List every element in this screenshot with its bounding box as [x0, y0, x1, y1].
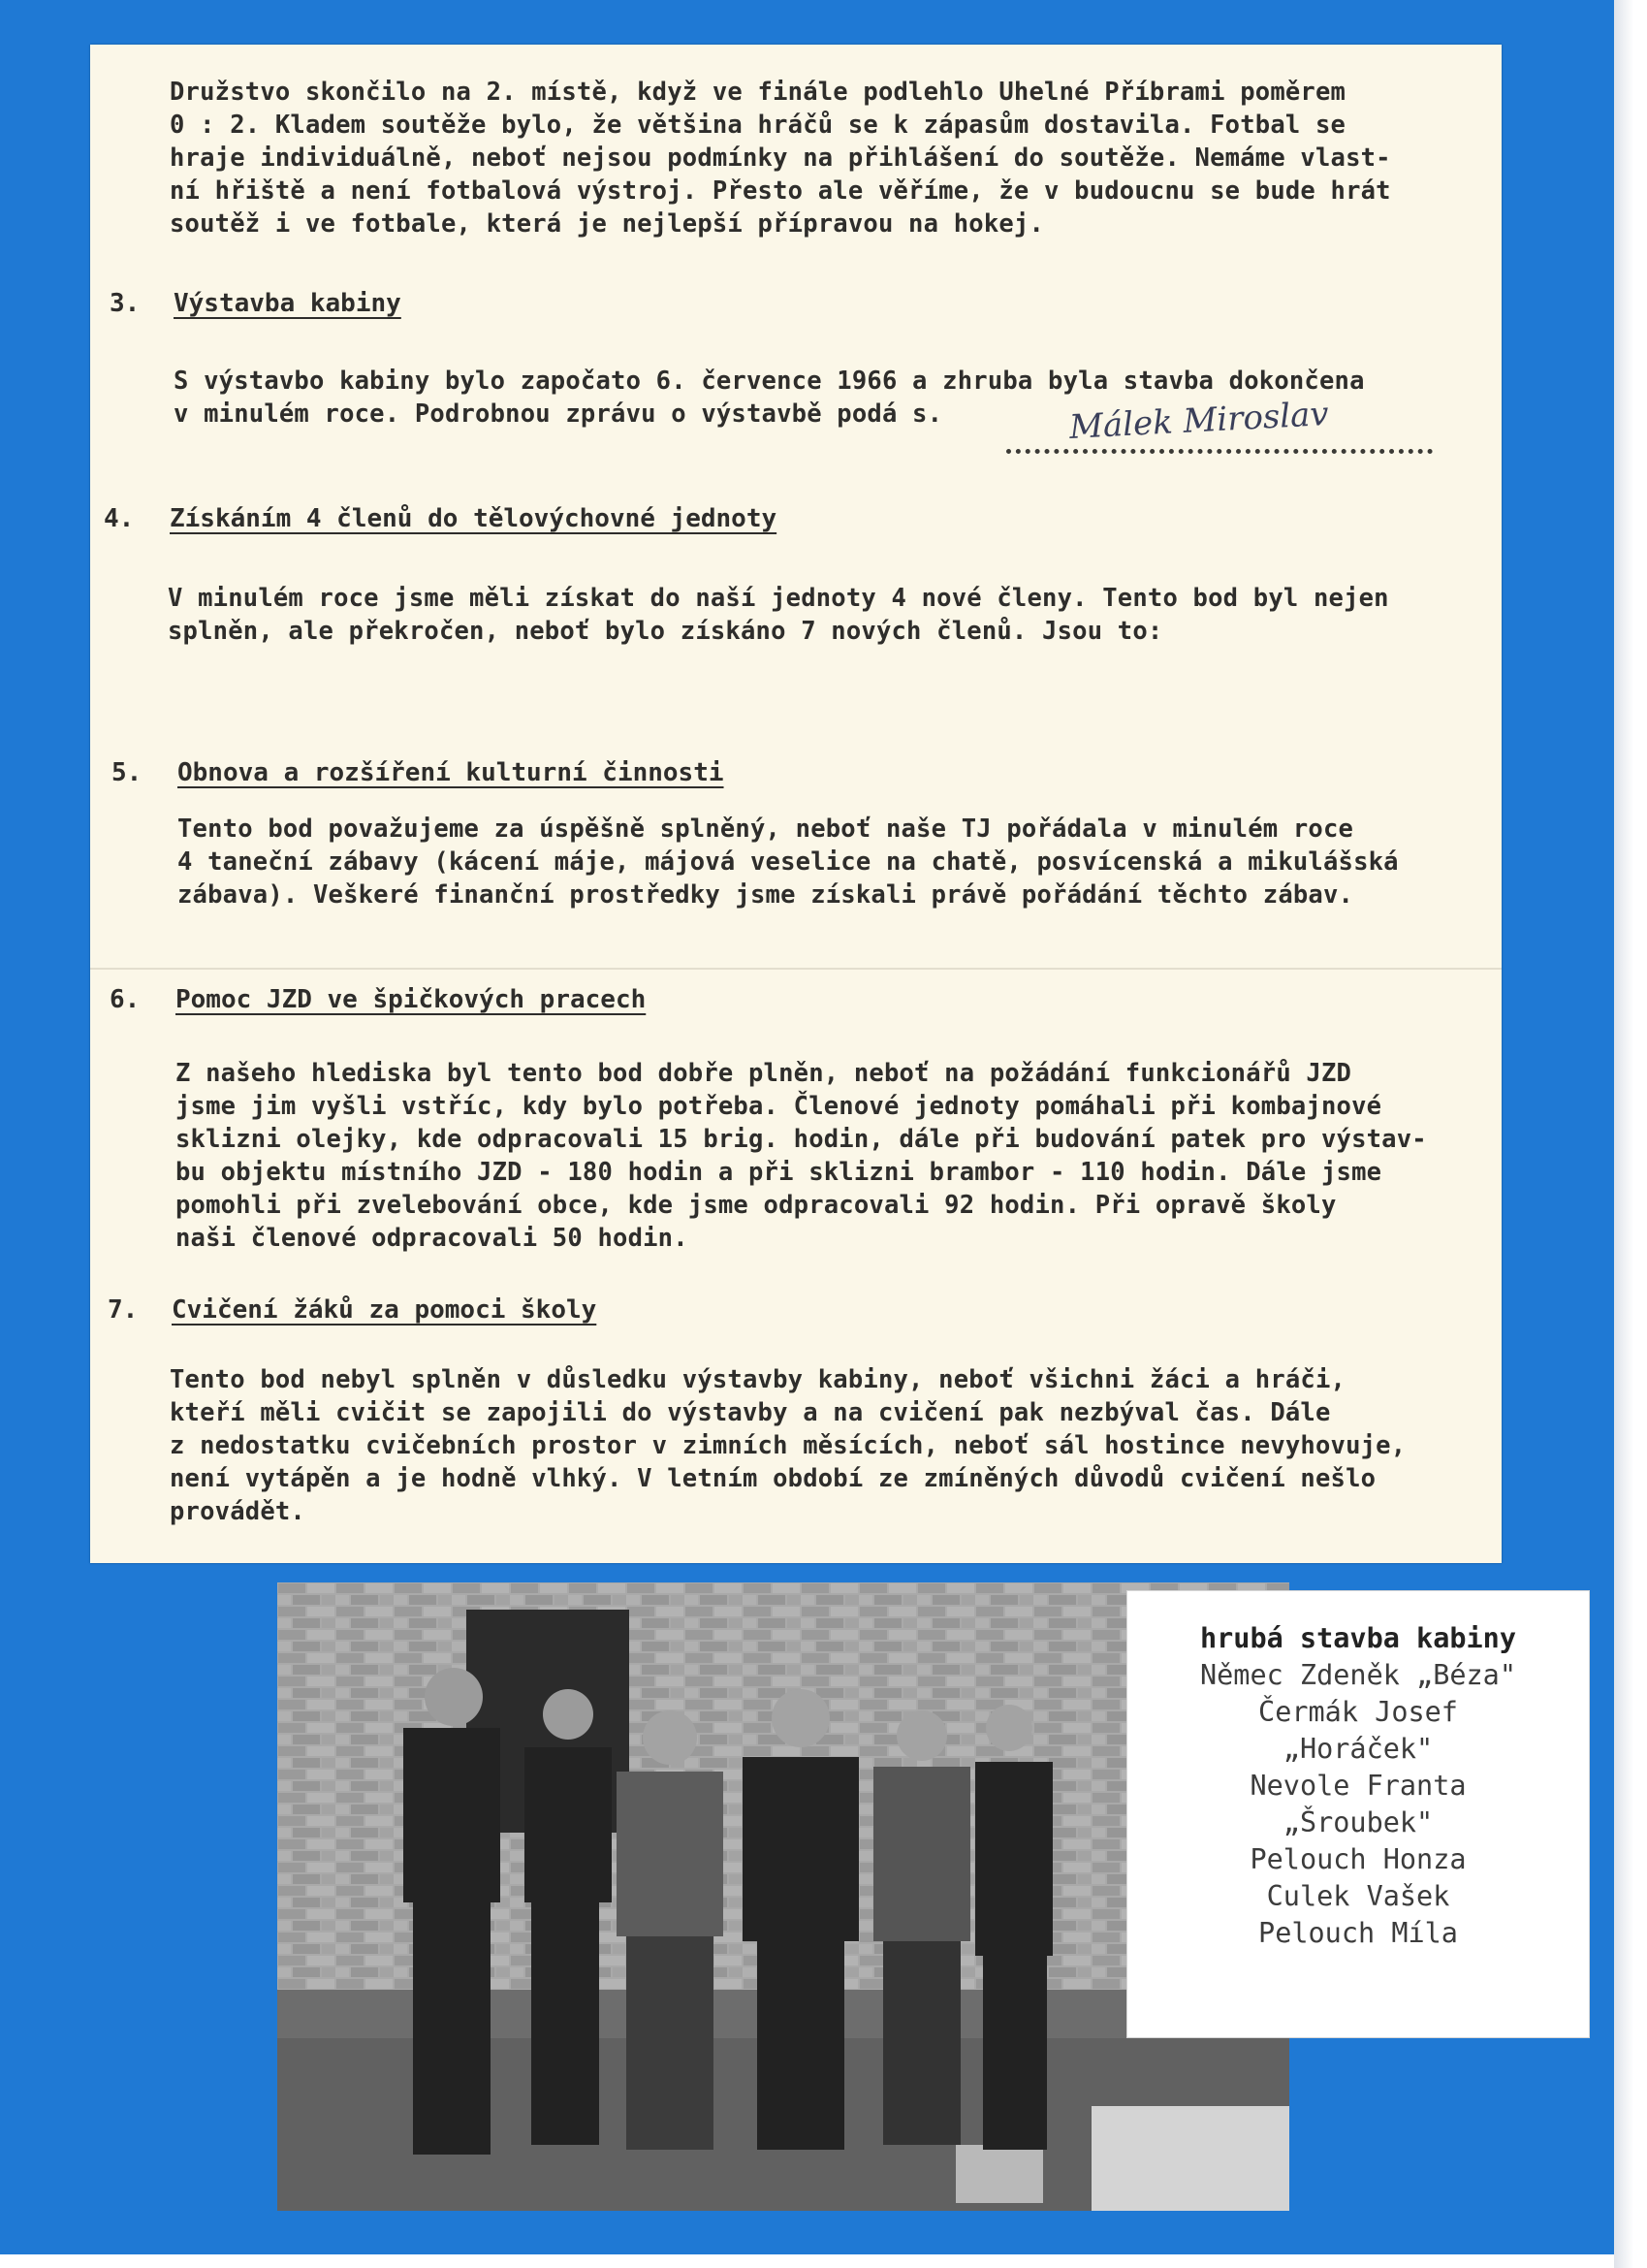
photo-caption-card — [1126, 1590, 1590, 2038]
section-6-body: Z našeho hlediska byl tento bod dobře plněn, neboť na požádání funkcionářů JZD jsme jim vyšli vstříc, kdy bylo potřeba. Členové jednoty pomáhali při kombajnové sklizni olejky, kde odpracovali 15 brig. hodin, dále při budování patek pro výstav- bu objektu místního JZD - 180 hodin a při sklizni brambor - 110 hodin. Dále jsme pomohli při zvelebování obce, kde jsme odpracovali 92 hodin. Při opravě školy naši členové odpracovali 50 hodin. — [175, 1059, 1427, 1253]
caption-line: „Šroubek" — [1283, 1806, 1434, 1838]
caption-line: „Horáček" — [1283, 1733, 1434, 1765]
section-4-number: 4. — [104, 504, 135, 533]
section-5-number: 5. — [111, 758, 143, 787]
section-4-title: Získáním 4 členů do tělovýchovné jednoty — [170, 504, 777, 533]
section-6-title: Pomoc JZD ve špičkových pracech — [175, 985, 647, 1014]
typewritten-sheet — [90, 45, 1502, 1563]
caption-line: Němec Zdeněk „Béza" — [1199, 1659, 1516, 1691]
section-3-title: Výstavba kabiny — [174, 289, 401, 318]
section-3-body: S výstavbo kabiny bylo započato 6. července 1966 a zhruba byla stavba dokončena v minulém roce. Podrobnou zprávu o výstavbě podá s. — [174, 367, 1365, 429]
section-7-title: Cvičení žáků za pomoci školy — [172, 1295, 597, 1325]
section-5-title: Obnova a rozšíření kulturní činnosti — [177, 758, 724, 787]
section-7-body: Tento bod nebyl splněn v důsledku výstavby kabiny, neboť všichni žáci a hráči, kteří měli cvičit se zapojili do výstavby a na cvičení pak nezbýval čas. Dále z nedostatku cvičebních prostor v zimních měsících, neboť sál hostince nevyhovuje, není vytápěn a je hodně vlhký. V letním období ze zmíněných důvodů cvičení nešlo provádět. — [170, 1365, 1407, 1526]
caption-line: Pelouch Honza — [1250, 1843, 1467, 1875]
board-edge — [1614, 0, 1647, 2268]
caption-line: Nevole Franta — [1250, 1770, 1467, 1802]
section-4-body: V minulém roce jsme měli získat do naší jednoty 4 nové členy. Tento bod byl nejen splněn, ale překročen, neboť bylo získáno 7 nových členů. Jsou to: — [168, 584, 1389, 646]
caption-line: Pelouch Míla — [1258, 1917, 1458, 1949]
section-6-number: 6. — [110, 985, 141, 1014]
section-5-body: Tento bod považujeme za úspěšně splněný, neboť naše TJ pořádala v minulém roce 4 taneční zábavy (kácení máje, májová veselice na chatě, posvícenská a mikulášská zábava). Veškeré finanční prostředky jsme získali právě pořádání těchto zábav. — [177, 815, 1399, 910]
handwritten-signature: Málek Miroslav — [1068, 395, 1330, 447]
caption-line: Culek Vašek — [1266, 1880, 1450, 1912]
paper-fold-line — [90, 968, 1502, 970]
section-7-number: 7. — [108, 1295, 139, 1325]
caption-title: hrubá stavba kabiny — [1199, 1622, 1516, 1654]
section-3-number: 3. — [110, 289, 141, 318]
caption-line: Čermák Josef — [1258, 1696, 1458, 1728]
intro-paragraph: Družstvo skončilo na 2. místě, když ve finále podlehlo Uhelné Příbrami poměrem 0 : 2. Kladem soutěže bylo, že většina hráčů se k zápasům dostavila. Fotbal se hraje individuálně, neboť nejsou podmínky na přihlášení do soutěže. Nemáme vlast- ní hřiště a není fotbalová výstroj. Přesto ale věříme, že v budoucnu se bude hrát soutěž i ve fotbale, která je nejlepší přípravou na hokej. — [170, 78, 1391, 239]
